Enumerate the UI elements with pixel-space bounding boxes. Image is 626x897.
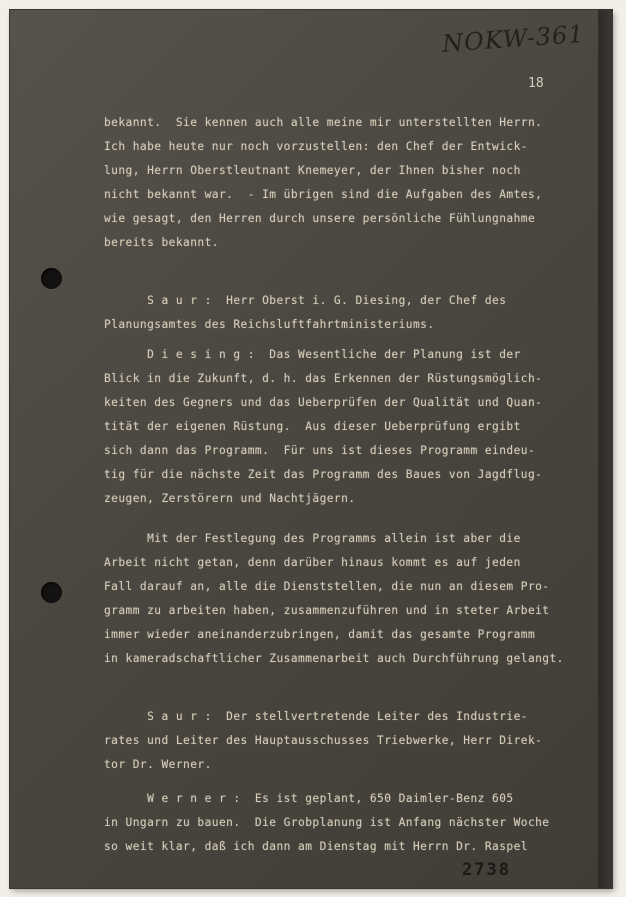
punch-hole bbox=[41, 582, 62, 603]
text-line: D i e s i n g : Das Wesentliche der Planung ist der bbox=[104, 348, 521, 361]
page-number: 18 bbox=[528, 76, 544, 91]
text-line: in kameradschaftlicher Zusammenarbeit auch Durchführung gelangt. bbox=[104, 652, 564, 665]
text-line: tor Dr. Werner. bbox=[104, 758, 212, 771]
text-line: keiten des Gegners und das Ueberprüfen der Qualität und Quan- bbox=[104, 396, 543, 409]
handwritten-document-reference: NOKW-361 bbox=[441, 19, 586, 58]
text-line: S a u r : Herr Oberst i. G. Diesing, der Chef des bbox=[104, 294, 507, 307]
text-line: so weit klar, daß ich dann am Dienstag mit Herrn Dr. Raspel bbox=[104, 840, 528, 853]
text-line: S a u r : Der stellvertretende Leiter des Industrie- bbox=[104, 710, 528, 723]
text-line: sich dann das Programm. Für uns ist dieses Programm eindeu- bbox=[104, 444, 536, 457]
text-line: gramm zu arbeiten haben, zusammenzuführen und in steter Arbeit bbox=[104, 604, 550, 617]
text-line: nicht bekannt war. - Im übrigen sind die Aufgaben des Amtes, bbox=[104, 188, 543, 201]
text-line: in Ungarn zu bauen. Die Grobplanung ist Anfang nächster Woche bbox=[104, 816, 550, 829]
text-line: Fall darauf an, alle die Dienststellen, die nun an diesem Pro- bbox=[104, 580, 550, 593]
text-line: wie gesagt, den Herren durch unsere persönliche Fühlungnahme bbox=[104, 212, 536, 225]
text-line: zeugen, Zerstörern und Nachtjägern. bbox=[104, 492, 356, 505]
text-line: Ich habe heute nur noch vorzustellen: den Chef der Entwick- bbox=[104, 140, 528, 153]
text-line: Planungsamtes des Reichsluftfahrtministeriums. bbox=[104, 318, 435, 331]
text-line: tität der eigenen Rüstung. Aus dieser Ueberprüfung ergibt bbox=[104, 420, 521, 433]
text-line: bekannt. Sie kennen auch alle meine mir unterstellten Herrn. bbox=[104, 116, 543, 129]
text-line: Mit der Festlegung des Programms allein ist aber die bbox=[104, 532, 521, 545]
text-line: W e r n e r : Es ist geplant, 650 Daimler-Benz 605 bbox=[104, 792, 514, 805]
text-line: Blick in die Zukunft, d. h. das Erkennen der Rüstungsmöglich- bbox=[104, 372, 543, 385]
text-line: bereits bekannt. bbox=[104, 236, 219, 249]
text-line: immer wieder aneinanderzubringen, damit das gesamte Programm bbox=[104, 628, 536, 641]
text-line: tig für die nächste Zeit das Programm des Baues von Jagdflug- bbox=[104, 468, 543, 481]
text-line: rates und Leiter des Hauptausschusses Triebwerke, Herr Direk- bbox=[104, 734, 543, 747]
stamped-page-number: 2738 bbox=[462, 860, 511, 880]
text-line: Arbeit nicht getan, denn darüber hinaus kommt es auf jeden bbox=[104, 556, 521, 569]
text-line: lung, Herrn Oberstleutnant Knemeyer, der Ihnen bisher noch bbox=[104, 164, 521, 177]
punch-hole bbox=[41, 268, 62, 289]
